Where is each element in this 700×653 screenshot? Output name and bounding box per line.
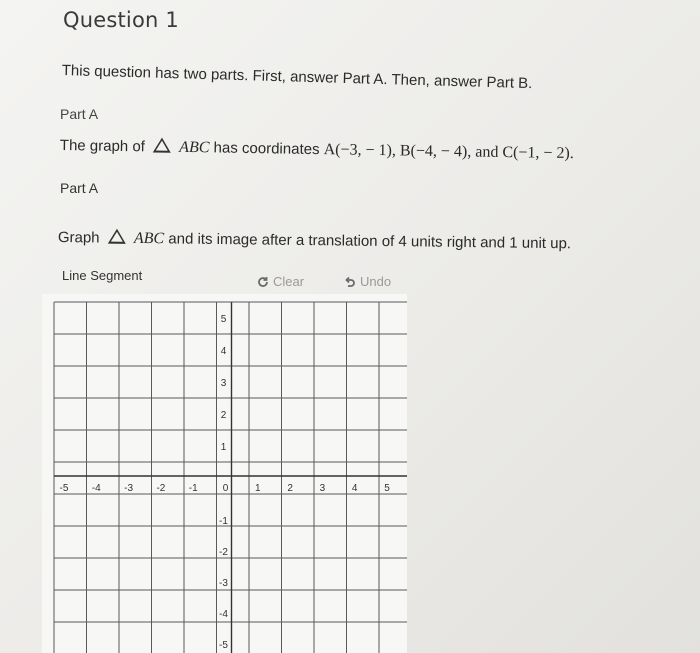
- x-tick-label: -1: [188, 483, 198, 494]
- y-tick-label: 3: [220, 378, 227, 389]
- y-tick-label: 2: [220, 410, 227, 421]
- question-title: Question 1: [63, 8, 179, 32]
- undo-button[interactable]: [344, 274, 391, 289]
- part-a-label: Part A: [60, 106, 99, 122]
- y-tick-label: -1: [219, 516, 228, 527]
- y-tick-label: -4: [219, 609, 228, 620]
- x-tick-label: 3: [319, 483, 326, 494]
- triangle-icon-2: [108, 229, 126, 244]
- y-tick-label: 1: [220, 442, 227, 453]
- y-tick-label: -5: [219, 640, 228, 651]
- part-a-label-second: Part A: [60, 180, 99, 196]
- x-tick-label: 4: [351, 483, 358, 494]
- coordinate-grid[interactable]: [42, 294, 407, 653]
- y-tick-label: -2: [219, 547, 228, 558]
- triangle-name: ABC: [179, 138, 210, 157]
- task-suffix: and its image after a translation of 4 units right and 1 unit up.: [168, 230, 572, 253]
- clear-button[interactable]: [257, 274, 304, 289]
- x-tick-label: -5: [59, 483, 69, 494]
- x-tick-label: 0: [222, 483, 229, 494]
- task-text: [58, 228, 571, 253]
- clear-label: Clear: [273, 274, 305, 289]
- line-segment-tool[interactable]: Line Segment: [62, 268, 143, 283]
- task-triangle-name: ABC: [133, 229, 165, 248]
- coordinates: A(−3, − 1), B(−4, − 4), and C(−1, − 2).: [323, 141, 574, 163]
- grid-canvas[interactable]: [42, 294, 407, 653]
- x-tick-label: -4: [91, 483, 101, 494]
- y-tick-label: 4: [220, 346, 227, 357]
- x-tick-label: 1: [255, 483, 261, 494]
- intro-text: This question has two parts. First, answer Part A. Then, answer Part B.: [61, 62, 533, 93]
- undo-icon: [344, 276, 356, 288]
- x-tick-label: 5: [384, 483, 390, 494]
- triangle-icon: [153, 137, 171, 152]
- graph-prefix: The graph of: [59, 136, 146, 156]
- y-tick-label: -3: [219, 578, 228, 589]
- graph-toolbar: [52, 262, 412, 298]
- x-tick-label: -2: [156, 483, 166, 494]
- x-tick-label: -3: [124, 483, 134, 494]
- task-prefix: Graph: [57, 228, 100, 247]
- undo-label: Undo: [360, 274, 392, 289]
- graph-coordinates-text: [60, 136, 574, 163]
- x-tick-label: 2: [287, 483, 293, 494]
- graph-mid: has coordinates: [213, 139, 320, 159]
- refresh-icon: [257, 276, 269, 288]
- y-tick-label: 5: [220, 314, 227, 325]
